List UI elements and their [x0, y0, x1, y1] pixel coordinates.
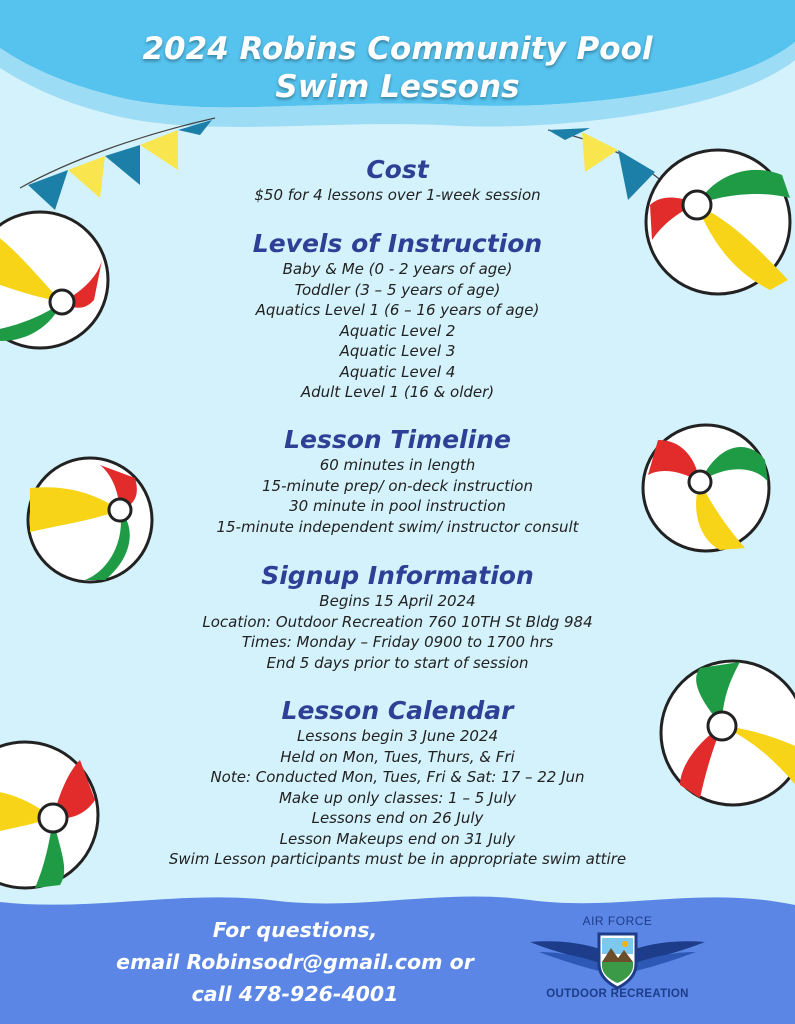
section-line: 15-minute independent swim/ instructor consult — [216, 517, 579, 536]
section-signup — [0, 561, 795, 673]
section-line: Aquatic Level 2 — [339, 321, 456, 340]
contact-info — [95, 914, 495, 1010]
section-line: $50 for 4 lessons over 1-week session — [254, 186, 541, 204]
section-line: Make up only classes: 1 – 5 July — [278, 788, 517, 807]
section-line: 15-minute prep/ on-deck instruction — [261, 476, 533, 495]
flyer-title — [0, 30, 795, 106]
section-line: Location: Outdoor Recreation 760 10TH St Bldg 984 — [202, 612, 593, 631]
section-line: Baby & Me (0 - 2 years of age) — [282, 260, 513, 278]
section-line: Lesson Makeups end on 31 July — [279, 829, 516, 848]
section-line: Lessons begin 3 June 2024 — [296, 727, 499, 745]
section-calendar — [0, 696, 795, 870]
contact-line-1: For questions, — [212, 918, 378, 942]
section-line: End 5 days prior to start of session — [266, 653, 529, 672]
contact-email-line[interactable]: email Robinsodr@gmail.com or — [116, 950, 474, 974]
section-heading: Cost — [366, 155, 429, 184]
section-line: Lessons end on 26 July — [311, 809, 484, 827]
section-timeline — [0, 425, 795, 537]
section-heading: Signup Information — [261, 561, 534, 590]
title-line-1: 2024 Robins Community Pool — [142, 31, 653, 67]
section-line: Toddler (3 – 5 years of age) — [294, 280, 501, 299]
section-line: Aquatic Level 3 — [339, 342, 456, 360]
section-heading: Lesson Timeline — [284, 425, 511, 454]
section-cost — [0, 155, 795, 206]
section-line: 60 minutes in length — [319, 456, 476, 474]
section-line: Note: Conducted Mon, Tues, Fri & Sat: 17 – 22 Jun — [210, 768, 585, 786]
section-heading: Levels of Instruction — [252, 229, 543, 258]
section-line: Times: Monday – Friday 0900 to 1700 hrs — [241, 633, 554, 651]
logo-bottom-text: OUTDOOR RECREATION — [546, 988, 689, 1000]
section-line: Aquatic Level 4 — [339, 362, 456, 381]
section-levels — [0, 229, 795, 403]
section-line: 30 minute in pool instruction — [289, 497, 506, 515]
section-line: Held on Mon, Tues, Thurs, & Fri — [280, 747, 515, 766]
contact-phone-line[interactable]: call 478-926-4001 — [191, 982, 399, 1006]
air-force-outdoor-recreation-logo — [525, 912, 710, 1012]
title-line-2: Swim Lessons — [275, 69, 520, 105]
section-heading: Lesson Calendar — [281, 696, 514, 725]
section-line: Adult Level 1 (16 & older) — [300, 383, 495, 401]
logo-top-text: AIR FORCE — [582, 914, 653, 928]
section-line: Aquatics Level 1 (6 – 16 years of age) — [255, 301, 540, 319]
section-line: Begins 15 April 2024 — [319, 592, 476, 610]
section-line: Swim Lesson participants must be in appropriate swim attire — [168, 850, 627, 868]
